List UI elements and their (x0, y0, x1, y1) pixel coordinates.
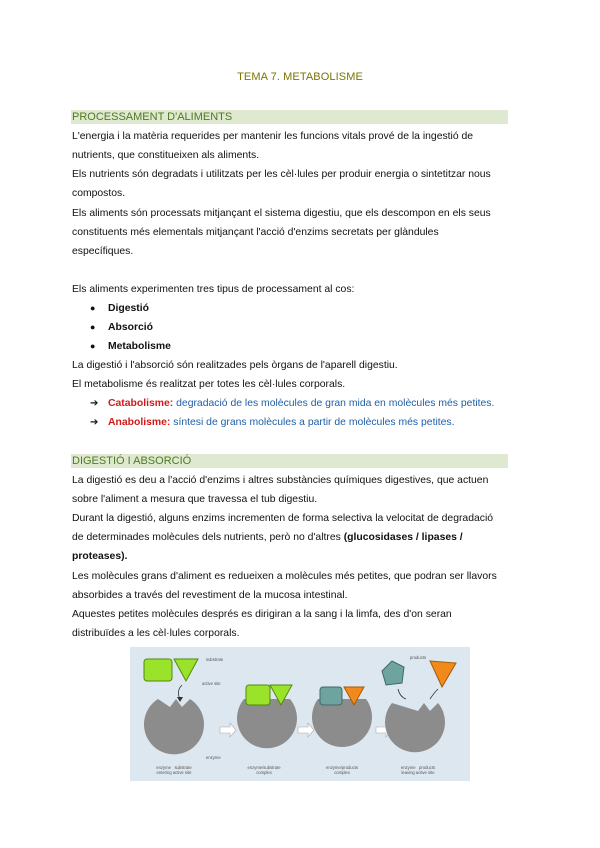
paragraph-line: El metabolisme és realitzat per totes les cèl·lules corporals. (72, 379, 346, 390)
paragraph-line: absorbides a través del revestiment de la mucosa intestinal. (72, 590, 348, 601)
enzyme-list-bold-cont: proteases). (72, 551, 128, 562)
label-step2: enzyme/substrate complex (247, 765, 281, 775)
paragraph-line: constituents més elementals mitjançant l'acció d'enzims secretats per glàndules (72, 227, 439, 238)
paragraph-line: Aquestes petites molècules després es dirigiran a la sang i la limfa, des d'on seran (72, 609, 452, 620)
bullet-absorcio: Absorció (108, 322, 154, 333)
substrate-square (144, 659, 172, 681)
paragraph-line: Les molècules grans d'aliment es redueixen a molècules més petites, que podran ser llavors (72, 571, 497, 582)
label-step3: enzyme/products complex (326, 765, 358, 775)
label-step4: enzyme products leaving active site (400, 765, 436, 775)
substrate-triangle (174, 659, 198, 681)
catabolisme-text: degradació de les molècules de gran mida en molècules més petites. (176, 398, 495, 409)
paragraph-line: distribuïdes a les cèl·lules corporals. (72, 628, 240, 639)
enzyme-diagram-svg (130, 647, 470, 781)
paragraph-line: Els nutrients són degradats i utilitzats per les cèl·lules per produir energia o sintetitzar nous (72, 169, 491, 180)
anabolisme-label: Anabolisme: (108, 417, 171, 428)
paragraph-line: La digestió es deu a l'acció d'enzims i altres substàncies químiques digestives, que actuen (72, 475, 489, 486)
process-arrow (220, 723, 236, 737)
paragraph-line: Durant la digestió, alguns enzims incrementen de forma selectiva la velocitat de degradació (72, 513, 494, 524)
enzyme-body (237, 699, 297, 748)
bullet-dot: ● (90, 322, 96, 332)
paragraph-line: específiques. (72, 246, 134, 257)
paragraph-intro: Els aliments experimenten tres tipus de processament al cos: (72, 284, 355, 295)
enzyme-list-bold: (glucosidases / lipases / (343, 532, 463, 543)
enzyme-diagram (130, 647, 470, 781)
paragraph-text: de determinades molècules dels nutrients, però no d'altres (72, 532, 341, 543)
bullet-dot: ● (90, 341, 96, 351)
product-triangle (430, 661, 456, 687)
paragraph-line: nutrients, que constitueixen als aliments. (72, 150, 260, 161)
product-square (382, 661, 404, 685)
arrow-icon: ➔ (90, 398, 99, 409)
arrow-line (178, 685, 182, 699)
step2-group (237, 685, 297, 748)
label-products: products (410, 655, 427, 660)
page-title: TEMA 7. METABOLISME (237, 71, 363, 83)
step1-group (144, 659, 204, 754)
label-active-site: active site (202, 681, 221, 686)
bullet-digestio: Digestió (108, 303, 149, 314)
anabolisme-line (108, 413, 568, 432)
step3-group (312, 687, 372, 747)
label-step1: enzyme substrate entering active site (156, 765, 192, 775)
paragraph-line: compostos. (72, 188, 126, 199)
bullet-metabolisme: Metabolisme (108, 341, 171, 352)
catabolisme-label: Catabolisme: (108, 398, 174, 409)
arrow-line (398, 689, 406, 699)
catabolisme-line (108, 394, 568, 413)
enzyme-body (312, 699, 372, 747)
arrow-icon: ➔ (90, 417, 99, 428)
paragraph-line: La digestió i l'absorció són realitzades pels òrgans de l'aparell digestiu. (72, 360, 398, 371)
paragraph-line (72, 528, 532, 547)
section-heading-digestio: DIGESTIÓ I ABSORCIÓ (71, 454, 508, 468)
process-arrow (298, 723, 314, 737)
section-heading-processament: PROCESSAMENT D'ALIMENTS (71, 110, 508, 124)
bullet-dot: ● (90, 303, 96, 313)
paragraph-line: Els aliments són processats mitjançant el sistema digestiu, que els descompon en els seus (72, 208, 491, 219)
product-square (320, 687, 342, 705)
enzyme-body (144, 699, 204, 754)
enzyme-body (385, 703, 445, 752)
paragraph-line: L'energia i la matèria requerides per mantenir les funcions vitals prové de la ingestió de (72, 131, 474, 142)
arrow-head (177, 697, 183, 702)
anabolisme-text: síntesi de grans molècules a partir de molècules més petites. (173, 417, 455, 428)
arrow-line (430, 689, 438, 699)
substrate-square (246, 685, 270, 705)
label-substrate: substrate (206, 657, 224, 662)
label-enzyme: enzyme (206, 755, 221, 760)
paragraph-line: sobre l'aliment a mesura que travessa el tub digestiu. (72, 494, 318, 505)
step4-group (382, 661, 456, 752)
